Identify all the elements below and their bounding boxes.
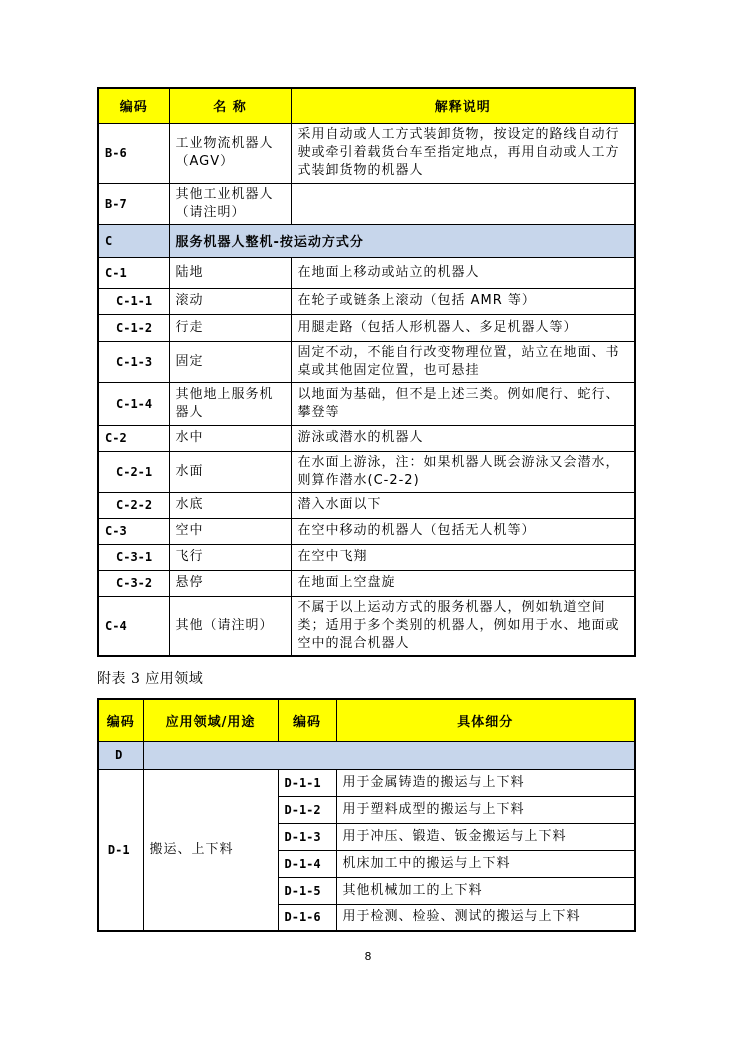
cell-name: 其他地上服务机器人 [169,382,291,425]
column-header-field: 应用领域/用途 [143,699,278,741]
cell-desc: 潜入水面以下 [291,492,635,518]
cell-name: 其他工业机器人（请注明） [169,183,291,224]
table-row [98,123,635,183]
cell-desc: 游泳或潜水的机器人 [291,425,635,451]
cell-code: C-3-1 [98,544,169,570]
cell-name: 陆地 [169,257,291,288]
cell-name: 工业物流机器人（AGV） [169,123,291,183]
cell-code: C-4 [98,596,169,656]
cell-name: 固定 [169,341,291,382]
cell-name: 滚动 [169,288,291,314]
cell-code: C-3-2 [98,570,169,596]
cell-desc: 在空中飞翔 [291,544,635,570]
cell-desc: 在空中移动的机器人（包括无人机等） [291,518,635,544]
cell-desc: 以地面为基础，但不是上述三类。例如爬行、蛇行、攀登等 [291,382,635,425]
cell-code: D-1-4 [278,850,336,877]
column-header-desc: 解释说明 [291,88,635,123]
table-row [98,544,635,570]
cell-code: C-1-3 [98,341,169,382]
cell-group-name: 搬运、上下料 [143,769,278,931]
cell-name: 水面 [169,451,291,492]
cell-desc: 在水面上游泳，注：如果机器人既会游泳又会潜水，则算作潜水(C-2-2) [291,451,635,492]
section-title: 服务机器人整机-按运动方式分 [169,224,635,257]
table-row [98,570,635,596]
column-header-code: 编码 [278,699,336,741]
cell-code: C-2-1 [98,451,169,492]
cell-code: C-1-2 [98,314,169,341]
cell-desc: 机床加工中的搬运与上下料 [336,850,635,877]
cell-code: C-1-4 [98,382,169,425]
cell-code: D-1-2 [278,796,336,823]
table-row [98,314,635,341]
table-row [98,288,635,314]
cell-desc: 不属于以上运动方式的服务机器人，例如轨道空间类；适用于多个类别的机器人，例如用于水、地面或空中的混合机器人 [291,596,635,656]
page-number: 8 [364,950,372,963]
cell-group-code: D-1 [98,769,143,931]
table-row [98,451,635,492]
cell-name: 空中 [169,518,291,544]
cell-desc: 用于金属铸造的搬运与上下料 [336,769,635,796]
cell-name: 水底 [169,492,291,518]
table-row [98,769,635,796]
table-row [98,492,635,518]
column-header-code: 编码 [98,699,143,741]
cell-code: C-1-1 [98,288,169,314]
cell-desc: 固定不动，不能自行改变物理位置，站立在地面、书桌或其他固定位置，也可悬挂 [291,341,635,382]
cell-name: 悬停 [169,570,291,596]
cell-code: B-6 [98,123,169,183]
table-row [98,183,635,224]
cell-name: 飞行 [169,544,291,570]
cell-desc: 用于塑料成型的搬运与上下料 [336,796,635,823]
cell-code: D-1-1 [278,769,336,796]
cell-code: C-3 [98,518,169,544]
column-header-code: 编码 [98,88,169,123]
table-row [98,425,635,451]
table-row [98,341,635,382]
cell-desc: 用于冲压、锻造、钣金搬运与上下料 [336,823,635,850]
cell-code: B-7 [98,183,169,224]
cell-name: 行走 [169,314,291,341]
cell-desc: 采用自动或人工方式装卸货物，按设定的路线自动行驶或牵引着载货台车至指定地点，再用自动或人工方式装卸货物的机器人 [291,123,635,183]
table-robot-classification [97,87,636,657]
table-header-row [98,88,635,123]
cell-code: D-1-3 [278,823,336,850]
cell-code: C [98,224,169,257]
table-application-fields [97,698,636,932]
cell-code: D-1-5 [278,877,336,904]
cell-desc: 用腿走路（包括人形机器人、多足机器人等） [291,314,635,341]
section-row-C [98,224,635,257]
cell-desc [291,183,635,224]
column-header-detail: 具体细分 [336,699,635,741]
cell-code: C-2-2 [98,492,169,518]
section-empty-cell [143,741,635,769]
cell-code: C-2 [98,425,169,451]
cell-name: 其他（请注明） [169,596,291,656]
cell-name: 水中 [169,425,291,451]
cell-desc: 用于检测、检验、测试的搬运与上下料 [336,904,635,931]
column-header-name: 名 称 [169,88,291,123]
cell-code: D-1-6 [278,904,336,931]
cell-desc: 其他机械加工的上下料 [336,877,635,904]
table-row [98,257,635,288]
table-header-row [98,699,635,741]
cell-code: C-1 [98,257,169,288]
cell-desc: 在地面上移动或站立的机器人 [291,257,635,288]
table-row [98,518,635,544]
appendix-table-3-heading: 附表 3 应用领域 [97,671,204,687]
cell-desc: 在轮子或链条上滚动（包括 AMR 等） [291,288,635,314]
table-row [98,382,635,425]
section-row-D [98,741,635,769]
cell-desc: 在地面上空盘旋 [291,570,635,596]
cell-code: D [98,741,143,769]
table-row [98,596,635,656]
